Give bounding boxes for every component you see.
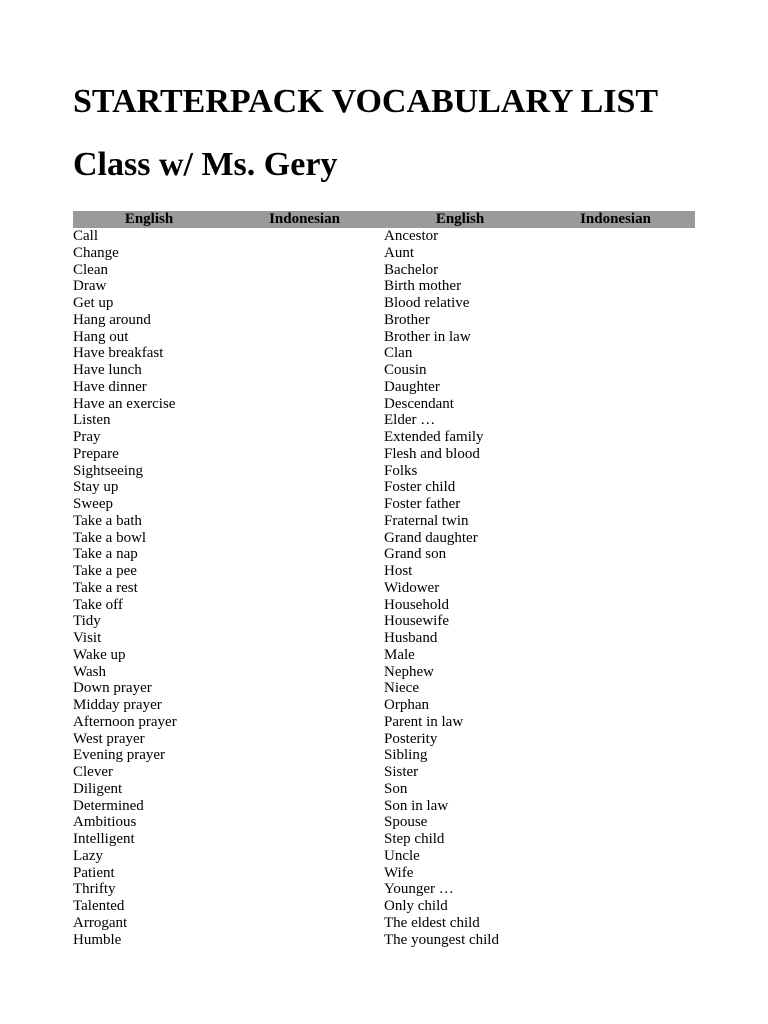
english-word-cell: Get up — [73, 295, 114, 311]
indonesian-blank-cell — [225, 865, 384, 882]
indonesian-blank-cell — [536, 278, 695, 295]
table-row — [73, 412, 695, 429]
indonesian-blank-cell — [225, 697, 384, 714]
english-word-cell: Determined — [73, 797, 144, 814]
table-row — [73, 362, 695, 379]
indonesian-blank-cell — [225, 764, 384, 781]
indonesian-blank-cell — [536, 312, 695, 329]
table-row — [73, 865, 695, 882]
table-row — [73, 312, 695, 329]
table-row — [73, 530, 695, 547]
table-row — [73, 429, 695, 446]
table-body — [73, 228, 695, 948]
english-word-cell: Clan — [384, 345, 413, 362]
indonesian-blank-cell — [536, 915, 695, 932]
english-word-cell: Husband — [384, 630, 438, 646]
document-title: STARTERPACK VOCABULARY LIST — [73, 83, 659, 120]
english-word-cell: Sweep — [73, 496, 113, 512]
table-row — [73, 228, 695, 245]
indonesian-blank-cell — [536, 479, 695, 496]
english-word-cell: Take off — [73, 596, 123, 613]
indonesian-blank-cell — [225, 546, 384, 563]
english-word-cell: Elder … — [384, 412, 436, 429]
table-row — [73, 563, 695, 580]
indonesian-blank-cell — [225, 915, 384, 932]
indonesian-blank-cell — [536, 881, 695, 898]
indonesian-blank-cell — [225, 747, 384, 764]
table-row — [73, 714, 695, 731]
table-row — [73, 915, 695, 932]
table-row — [73, 781, 695, 798]
indonesian-blank-cell — [225, 680, 384, 697]
indonesian-blank-cell — [536, 379, 695, 396]
english-word-cell: Ancestor — [384, 228, 439, 244]
indonesian-blank-cell — [225, 396, 384, 413]
indonesian-blank-cell — [225, 613, 384, 630]
indonesian-blank-cell — [536, 613, 695, 630]
indonesian-blank-cell — [536, 932, 695, 949]
indonesian-blank-cell — [536, 563, 695, 580]
english-word-cell: Nephew — [384, 663, 434, 680]
table-row — [73, 345, 695, 362]
english-word-cell: Grand daughter — [384, 529, 478, 546]
english-word-cell: Birth mother — [384, 278, 462, 295]
indonesian-blank-cell — [536, 597, 695, 614]
table-row — [73, 546, 695, 563]
english-word-cell: Take a rest — [73, 579, 138, 596]
indonesian-blank-cell — [225, 831, 384, 848]
table-row — [73, 513, 695, 530]
table-row — [73, 396, 695, 413]
table-row — [73, 630, 695, 647]
english-word-cell: Blood relative — [384, 295, 470, 311]
table-row — [73, 898, 695, 915]
english-word-cell: Son — [384, 780, 408, 797]
english-word-cell: Draw — [73, 278, 107, 295]
english-word-cell: Brother in law — [384, 328, 471, 345]
table-row — [73, 932, 695, 949]
english-word-cell: Parent in law — [384, 713, 464, 730]
indonesian-blank-cell — [225, 664, 384, 681]
table-row — [73, 245, 695, 262]
indonesian-blank-cell — [225, 530, 384, 547]
indonesian-blank-cell — [225, 429, 384, 446]
english-word-cell: Have breakfast — [73, 345, 164, 362]
indonesian-blank-cell — [225, 362, 384, 379]
table-row — [73, 580, 695, 597]
english-word-cell: Ambitious — [73, 814, 137, 831]
english-word-cell: Thrifty — [73, 881, 116, 898]
indonesian-blank-cell — [536, 245, 695, 262]
table-row — [73, 295, 695, 312]
english-word-cell: Sibling — [384, 747, 428, 764]
indonesian-blank-cell — [536, 798, 695, 815]
indonesian-blank-cell — [225, 647, 384, 664]
table-row — [73, 664, 695, 681]
english-word-cell: Arrogant — [73, 914, 128, 931]
indonesian-blank-cell — [225, 446, 384, 463]
table-row — [73, 262, 695, 279]
english-word-cell: Descendant — [384, 395, 454, 412]
header-english-right: English — [435, 211, 485, 227]
table-row — [73, 881, 695, 898]
indonesian-blank-cell — [536, 496, 695, 513]
english-word-cell: Host — [384, 563, 413, 579]
indonesian-blank-cell — [536, 446, 695, 463]
english-word-cell: Have lunch — [73, 362, 142, 378]
indonesian-blank-cell — [536, 664, 695, 681]
indonesian-blank-cell — [536, 714, 695, 731]
english-word-cell: Take a nap — [73, 546, 138, 563]
english-word-cell: Call — [73, 228, 98, 244]
indonesian-blank-cell — [225, 379, 384, 396]
table-row — [73, 798, 695, 815]
indonesian-blank-cell — [536, 345, 695, 362]
english-word-cell: Wash — [73, 663, 106, 680]
table-row — [73, 463, 695, 480]
header-indonesian-right: Indonesian — [580, 211, 651, 227]
table-row — [73, 680, 695, 697]
indonesian-blank-cell — [536, 530, 695, 547]
indonesian-blank-cell — [536, 764, 695, 781]
indonesian-blank-cell — [225, 731, 384, 748]
english-word-cell: Take a bath — [73, 512, 142, 529]
header-indonesian-left: Indonesian — [269, 211, 340, 227]
indonesian-blank-cell — [225, 245, 384, 262]
english-word-cell: Only child — [384, 898, 448, 914]
indonesian-blank-cell — [225, 228, 384, 245]
indonesian-blank-cell — [536, 814, 695, 831]
indonesian-blank-cell — [225, 262, 384, 279]
indonesian-blank-cell — [225, 630, 384, 647]
english-word-cell: Prepare — [73, 445, 119, 462]
english-word-cell: Talented — [73, 898, 125, 914]
english-word-cell: Grand son — [384, 546, 447, 563]
english-word-cell: West prayer — [73, 730, 145, 747]
english-word-cell: Uncle — [384, 847, 420, 864]
indonesian-blank-cell — [225, 597, 384, 614]
english-word-cell: Male — [384, 646, 415, 663]
english-word-cell: Down prayer — [73, 680, 152, 697]
indonesian-blank-cell — [536, 848, 695, 865]
indonesian-blank-cell — [225, 463, 384, 480]
table-row — [73, 764, 695, 781]
english-word-cell: Daughter — [384, 378, 440, 395]
indonesian-blank-cell — [225, 412, 384, 429]
english-word-cell: Widower — [384, 579, 440, 596]
indonesian-blank-cell — [536, 647, 695, 664]
indonesian-blank-cell — [536, 865, 695, 882]
indonesian-blank-cell — [225, 513, 384, 530]
english-word-cell: Sightseeing — [73, 462, 143, 479]
english-word-cell: Humble — [73, 931, 122, 948]
english-word-cell: The youngest child — [384, 931, 499, 948]
indonesian-blank-cell — [225, 714, 384, 731]
english-word-cell: Household — [384, 596, 449, 613]
indonesian-blank-cell — [536, 731, 695, 748]
indonesian-blank-cell — [536, 580, 695, 597]
indonesian-blank-cell — [536, 781, 695, 798]
indonesian-blank-cell — [536, 697, 695, 714]
english-word-cell: Lazy — [73, 847, 103, 864]
english-word-cell: Take a bowl — [73, 529, 147, 546]
indonesian-blank-cell — [225, 781, 384, 798]
english-word-cell: Pray — [73, 429, 101, 445]
indonesian-blank-cell — [225, 563, 384, 580]
english-word-cell: Afternoon prayer — [73, 713, 177, 730]
indonesian-blank-cell — [536, 295, 695, 312]
english-word-cell: Evening prayer — [73, 747, 166, 764]
english-word-cell: Change — [73, 244, 119, 261]
indonesian-blank-cell — [536, 513, 695, 530]
english-word-cell: Hang around — [73, 311, 151, 328]
english-word-cell: The eldest child — [384, 914, 480, 931]
english-word-cell: Clean — [73, 261, 108, 278]
indonesian-blank-cell — [536, 546, 695, 563]
indonesian-blank-cell — [536, 228, 695, 245]
english-word-cell: Take a pee — [73, 563, 137, 579]
indonesian-blank-cell — [225, 848, 384, 865]
indonesian-blank-cell — [225, 345, 384, 362]
document-subtitle: Class w/ Ms. Gery — [73, 146, 338, 183]
english-word-cell: Bachelor — [384, 261, 439, 278]
table-row — [73, 597, 695, 614]
english-word-cell: Intelligent — [73, 831, 135, 847]
table-row — [73, 848, 695, 865]
english-word-cell: Stay up — [73, 479, 119, 496]
english-word-cell: Younger … — [384, 881, 454, 898]
indonesian-blank-cell — [225, 329, 384, 346]
indonesian-blank-cell — [536, 329, 695, 346]
indonesian-blank-cell — [536, 396, 695, 413]
english-word-cell: Midday prayer — [73, 697, 162, 713]
table-row — [73, 496, 695, 513]
english-word-cell: Step child — [384, 831, 445, 847]
english-word-cell: Wake up — [73, 646, 126, 663]
indonesian-blank-cell — [536, 680, 695, 697]
english-word-cell: Son in law — [384, 797, 449, 814]
table-row — [73, 329, 695, 346]
english-word-cell: Wife — [384, 864, 414, 881]
english-word-cell: Visit — [73, 630, 102, 646]
table-row — [73, 446, 695, 463]
indonesian-blank-cell — [536, 630, 695, 647]
english-word-cell: Patient — [73, 864, 115, 881]
indonesian-blank-cell — [536, 362, 695, 379]
english-word-cell: Spouse — [384, 814, 428, 831]
english-word-cell: Listen — [73, 412, 111, 429]
table-row — [73, 831, 695, 848]
english-word-cell: Fraternal twin — [384, 512, 469, 529]
table-row — [73, 647, 695, 664]
indonesian-blank-cell — [536, 831, 695, 848]
english-word-cell: Tidy — [73, 613, 101, 630]
english-word-cell: Hang out — [73, 328, 129, 345]
english-word-cell: Brother — [384, 311, 430, 328]
indonesian-blank-cell — [225, 814, 384, 831]
english-word-cell: Flesh and blood — [384, 445, 480, 462]
indonesian-blank-cell — [225, 295, 384, 312]
english-word-cell: Sister — [384, 764, 419, 780]
table-row — [73, 731, 695, 748]
indonesian-blank-cell — [536, 429, 695, 446]
table-header-row — [73, 211, 695, 228]
english-word-cell: Foster child — [384, 479, 456, 496]
indonesian-blank-cell — [225, 312, 384, 329]
english-word-cell: Have an exercise — [73, 395, 176, 412]
english-word-cell: Orphan — [384, 697, 429, 713]
vocabulary-table — [73, 211, 695, 948]
table-row — [73, 479, 695, 496]
english-word-cell: Foster father — [384, 496, 461, 512]
table-header — [73, 211, 695, 228]
table-row — [73, 278, 695, 295]
indonesian-blank-cell — [225, 479, 384, 496]
indonesian-blank-cell — [536, 412, 695, 429]
english-word-cell: Niece — [384, 680, 419, 697]
indonesian-blank-cell — [536, 463, 695, 480]
indonesian-blank-cell — [225, 278, 384, 295]
table-row — [73, 613, 695, 630]
english-word-cell: Cousin — [384, 362, 427, 378]
indonesian-blank-cell — [225, 580, 384, 597]
english-word-cell: Folks — [384, 462, 418, 479]
indonesian-blank-cell — [225, 932, 384, 949]
english-word-cell: Posterity — [384, 730, 438, 747]
table-row — [73, 379, 695, 396]
indonesian-blank-cell — [225, 496, 384, 513]
english-word-cell: Extended family — [384, 429, 484, 445]
indonesian-blank-cell — [536, 747, 695, 764]
english-word-cell: Aunt — [384, 244, 414, 261]
indonesian-blank-cell — [225, 798, 384, 815]
english-word-cell: Clever — [73, 764, 113, 780]
english-word-cell: Diligent — [73, 780, 123, 797]
english-word-cell: Housewife — [384, 613, 449, 630]
indonesian-blank-cell — [225, 881, 384, 898]
table-row — [73, 747, 695, 764]
indonesian-blank-cell — [536, 898, 695, 915]
english-word-cell: Have dinner — [73, 378, 147, 395]
header-english-left: English — [124, 211, 174, 227]
table-row — [73, 697, 695, 714]
indonesian-blank-cell — [536, 262, 695, 279]
table-row — [73, 814, 695, 831]
indonesian-blank-cell — [225, 898, 384, 915]
